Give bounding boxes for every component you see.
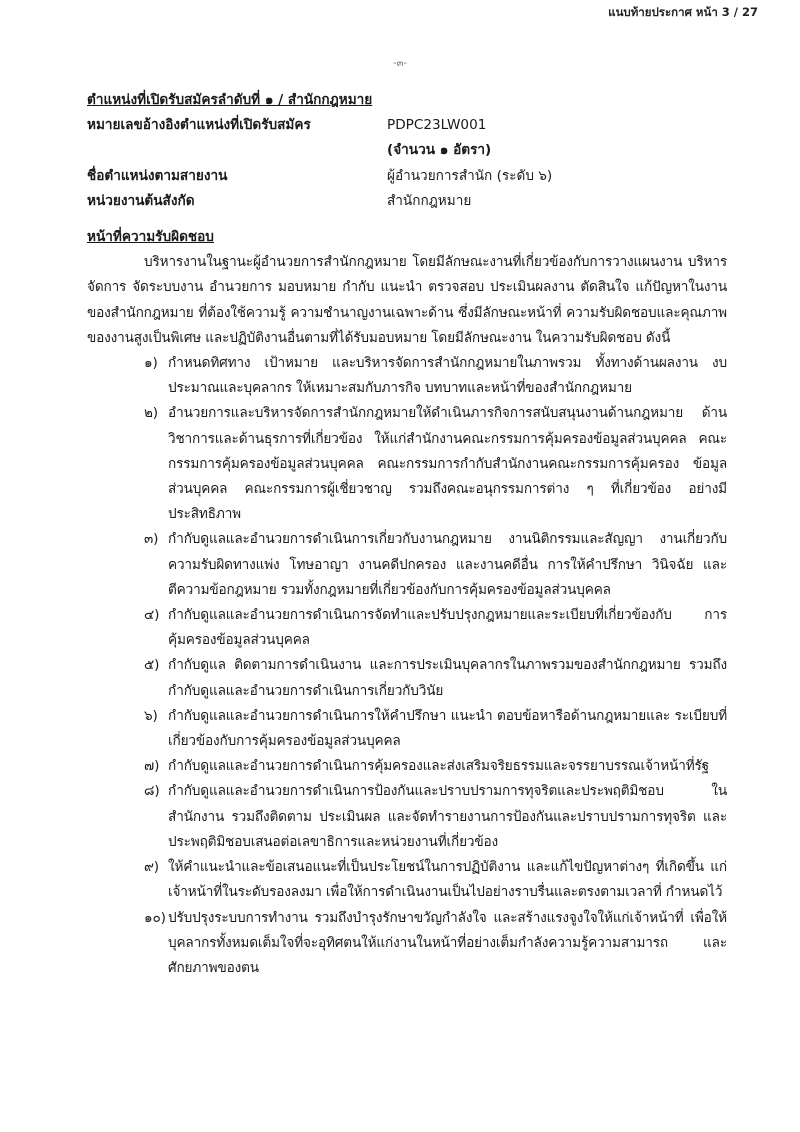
duty-item	[144, 906, 727, 982]
vacancy-count-label	[87, 138, 387, 163]
vacancy-count-row	[87, 138, 727, 163]
duty-item	[144, 754, 727, 779]
position-name-label: ชื่อตำแหน่งตามสายงาน	[87, 167, 228, 184]
duty-text: กำกับดูแล ติดตามการดำเนินงาน และการประเมินบุคลากรในภาพรวมของสำนักกฎหมาย รวมถึงกำกับดูแลและอำนวยการดำเนินการเกี่ยวกับวินัย	[168, 657, 727, 699]
reference-number-value: PDPC23LW001	[387, 117, 487, 134]
duty-number: ๕)	[144, 657, 160, 674]
department-label: หน่วยงานต้นสังกัด	[87, 192, 195, 209]
reference-number-row	[87, 113, 727, 138]
position-name-row	[87, 164, 727, 189]
department-value: สำนักกฎหมาย	[387, 192, 472, 209]
duty-text: ปรับปรุงระบบการทำงาน รวมถึงบำรุงรักษาขวัญกำลังใจ และสร้างแรงจูงใจให้แก่เจ้าหน้าที่ เพื่อให้บุคลากรทั้งหมดเต็มใจที่จะอุทิศตนให้แก่งานในหน้าที่อย่างเต็มกำลังความรู้ความสามารถ และศักยภาพของตน	[168, 909, 727, 976]
duty-number: ๑๐)	[144, 909, 166, 926]
duty-text: กำกับดูแลและอำนวยการดำเนินการคุ้มครองและส่งเสริมจริยธรรมและจรรยาบรรณเจ้าหน้าที่รัฐ	[168, 758, 710, 775]
duty-text: กำหนดทิศทาง เป้าหมาย และบริหารจัดการสำนักกฎหมายในภาพรวม ทั้งทางด้านผลงาน งบประมาณและบุคลากร ให้เหมาะสมกับภารกิจ บทบาทและหน้าที่ของสำนักกฎหมาย	[168, 355, 727, 397]
duties-intro-paragraph: บริหารงานในฐานะผู้อำนวยการสำนักกฎหมาย โดยมีลักษณะงานที่เกี่ยวข้องกับการวางแผนงาน บริหารจัดการ จัดระบบงาน อำนวยการ มอบหมาย กำกับ แนะนำ ตรวจสอบ ประเมินผลงาน ตัดสินใจ แก้ปัญหาในงานของสำนักกฎหมาย ที่ต้องใช้ความรู้ ความชำนาญงานเฉพาะด้าน ซึ่งมีลักษณะหน้าที่ ความรับผิดชอบและคุณภาพของงานสูงเป็นพิเศษ และปฏิบัติงานอื่นตามที่ได้รับมอบหมาย โดยมีลักษณะงาน ในความรับผิดชอบ ดังนี้	[87, 254, 727, 346]
duty-item	[144, 653, 727, 703]
position-section-title: ตำแหน่งที่เปิดรับสมัครลำดับที่ ๑ / สำนักกฎหมาย	[87, 92, 373, 108]
duty-text: อำนวยการและบริหารจัดการสำนักกฎหมายให้ดำเนินภารกิจการสนับสนุนงานด้านกฎหมาย ด้านวิชาการและด้านธุรการที่เกี่ยวข้อง ให้แก่สำนักงานคณะกรรมการคุ้มครองข้อมูลส่วนบุคคล คณะกรรมการคุ้มครองข้อมูลส่วนบุคคล คณะกรรมการกำกับสำนักงานคณะกรรมการคุ้มครอง ข้อมูลส่วนบุคคล คณะกรรมการผู้เชี่ยวชาญ รวมถึงคณะอนุกรรมการต่าง ๆ ที่เกี่ยวข้อง อย่างมี ประสิทธิภาพ	[168, 405, 727, 523]
duty-number: ๔)	[144, 607, 160, 624]
duty-number: ๘)	[144, 783, 160, 800]
document-body	[87, 88, 727, 981]
duty-item	[144, 351, 727, 401]
duties-heading: หน้าที่ความรับผิดชอบ	[87, 229, 214, 246]
duty-item	[144, 401, 727, 527]
duties-list	[87, 351, 727, 981]
duty-number: ๙)	[144, 859, 159, 876]
duty-text: กำกับดูแลและอำนวยการดำเนินการให้คำปรึกษา แนะนำ ตอบข้อหารือด้านกฎหมายและ ระเบียบที่เกี่ยวข้องกับการคุ้มครองข้อมูลส่วนบุคคล	[168, 707, 727, 750]
vacancy-count-value: (จำนวน ๑ อัตรา)	[387, 142, 492, 159]
duty-number: ๓)	[144, 531, 159, 548]
duty-text: ให้คำแนะนำและข้อเสนอแนะที่เป็นประโยชน์ในการปฏิบัติงาน และแก้ไขปัญหาต่างๆ ที่เกิดขึ้น แก่เจ้าหน้าที่ในระดับรองลงมา เพื่อให้การดำเนินงานเป็นไปอย่างราบรื่นและตรงตามเวลาที่ กำหนดไว้	[168, 859, 727, 901]
duty-item	[144, 855, 727, 905]
attachment-page-label: แนบท้ายประกาศ หน้า 3 / 27	[608, 5, 758, 19]
duty-number: ๑)	[144, 355, 158, 372]
duty-text: กำกับดูแลและอำนวยการดำเนินการเกี่ยวกับงานกฎหมาย งานนิติกรรมและสัญญา งานเกี่ยวกับ ความรับผิดทางแพ่ง โทษอาญา งานคดีปกครอง และงานคดีอื่น การให้คำปรึกษา วินิจฉัย และ ตีความข้อกฎหมาย รวมทั้งกฎหมายที่เกี่ยวข้องกับการคุ้มครองข้อมูลส่วนบุคคล	[168, 531, 727, 598]
reference-number-label: หมายเลขอ้างอิงตำแหน่งที่เปิดรับสมัคร	[87, 117, 311, 134]
duty-item	[144, 527, 727, 603]
duty-text: กำกับดูแลและอำนวยการดำเนินการป้องกันและปราบปรามการทุจริตและประพฤติมิชอบ ในสำนักงาน รวมถึงติดตาม ประเมินผล และจัดทำรายงานการป้องกันและปราบปรามการทุจริต และประพฤติมิชอบเสนอต่อเลขาธิการและหน่วยงานที่เกี่ยวข้อง	[168, 783, 727, 850]
duty-item	[144, 704, 727, 754]
department-row	[87, 189, 727, 214]
duty-text: กำกับดูแลและอำนวยการดำเนินการจัดทำและปรับปรุงกฎหมายและระเบียบที่เกี่ยวข้องกับ การคุ้มครองข้อมูลส่วนบุคคล	[168, 607, 727, 649]
duty-number: ๒)	[144, 405, 158, 422]
page-marker: -๓-	[392, 58, 408, 69]
duty-number: ๗)	[144, 758, 160, 775]
duty-number: ๖)	[144, 707, 158, 724]
position-name-value: ผู้อำนวยการสำนัก (ระดับ ๖)	[387, 167, 553, 184]
duty-item	[144, 603, 727, 653]
duty-item	[144, 779, 727, 855]
